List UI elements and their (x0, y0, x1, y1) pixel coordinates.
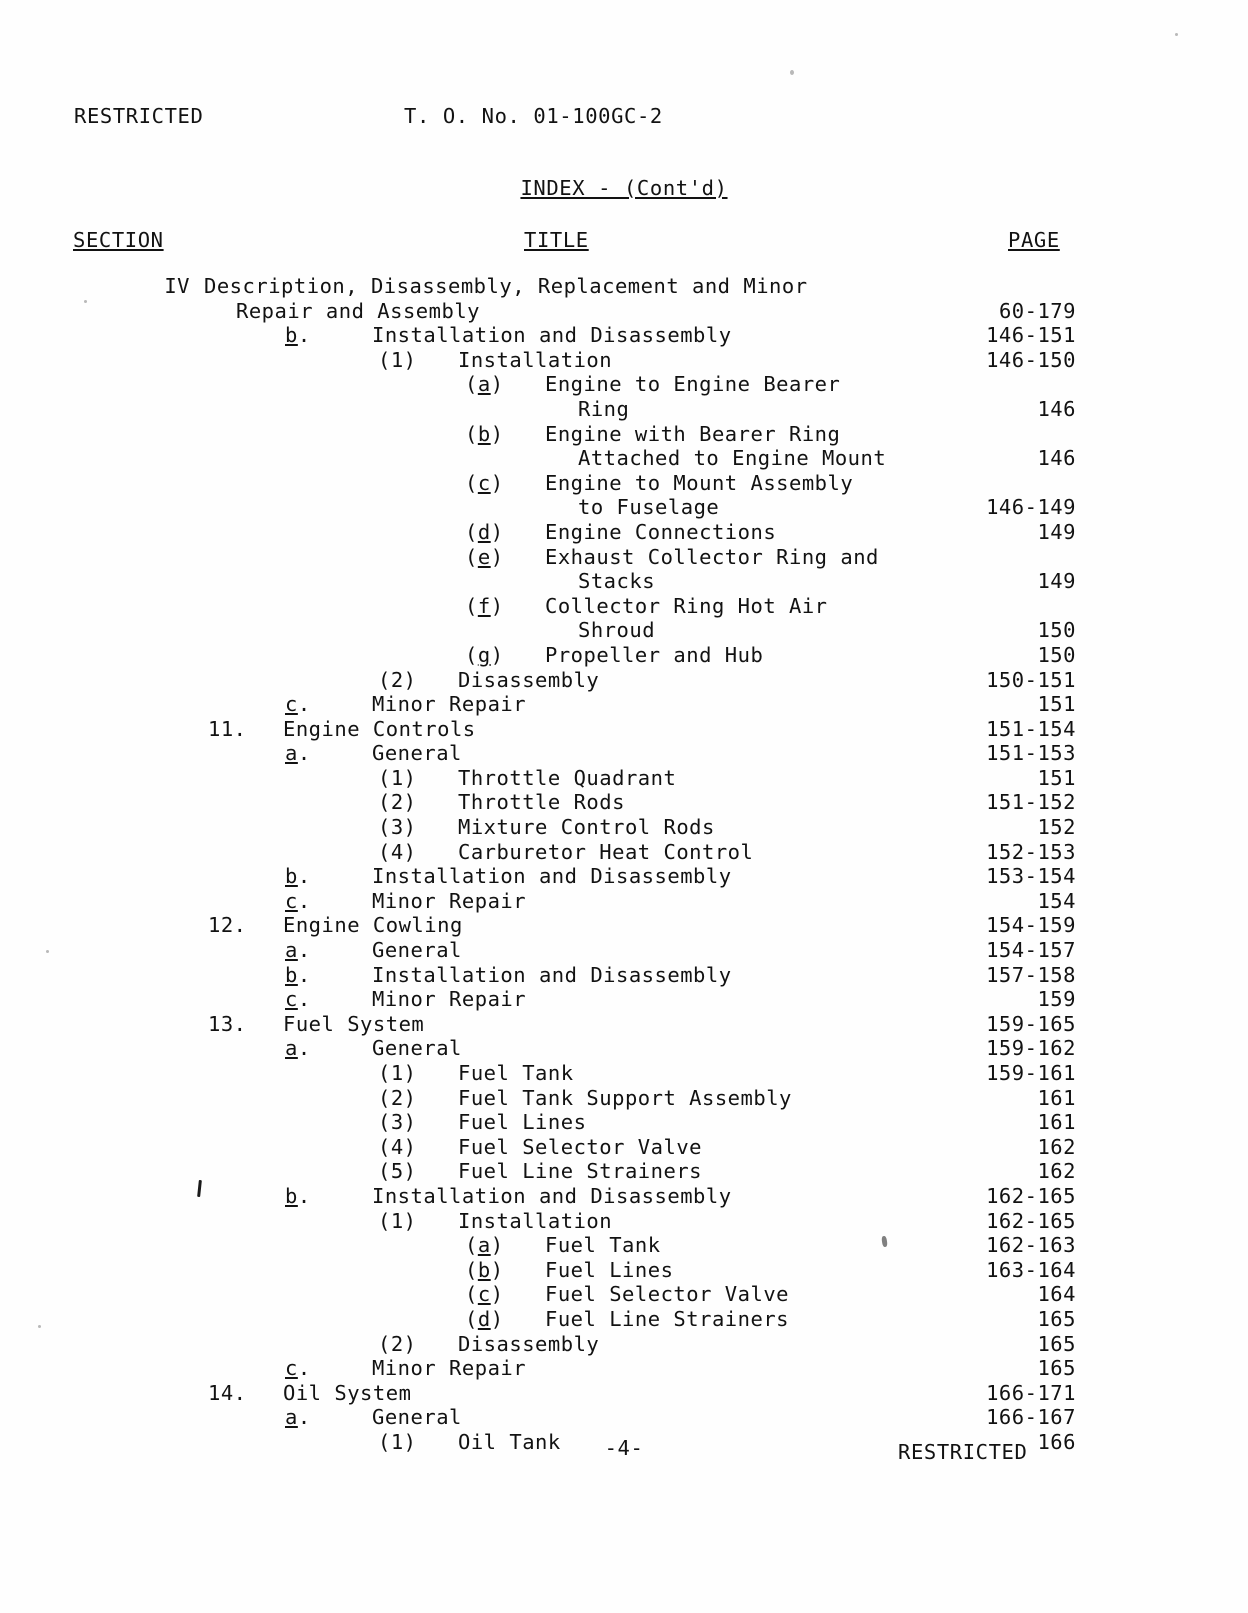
index-entry (0, 471, 1248, 496)
index-entry-title: Mixture Control Rods (458, 815, 715, 840)
header-classification: RESTRICTED (74, 104, 204, 128)
index-entry-page: 162-163 (986, 1233, 1076, 1258)
index-entry-page: 149 (1037, 519, 1076, 544)
index-entry-title: Fuel Tank (458, 1061, 574, 1085)
index-entry-title: Engine to Mount Assembly (545, 470, 854, 495)
index-title (0, 176, 1248, 200)
index-entry (0, 643, 1248, 668)
index-entry (0, 520, 1248, 545)
index-entry-title: Fuel Tank (545, 1233, 661, 1258)
index-entry-marker: (2) (378, 1085, 417, 1110)
index-entry-page: 146 (1037, 446, 1076, 471)
index-entry (0, 397, 1248, 422)
index-entry (0, 963, 1248, 988)
index-entry-page: 166-171 (986, 1380, 1076, 1405)
index-entry-page: 166-167 (986, 1405, 1076, 1430)
index-entry-list (0, 274, 1248, 1455)
index-entry (0, 1135, 1248, 1160)
index-entry-page: 159-165 (986, 1011, 1076, 1036)
index-entry-marker: (b) (465, 421, 504, 446)
index-entry-marker: (e) (465, 544, 504, 569)
index-entry-page: 146 (1037, 396, 1076, 421)
index-entry-title: Collector Ring Hot Air (545, 593, 828, 618)
index-entry-title: Fuel System (283, 1011, 425, 1036)
index-entry-marker: 12. (208, 913, 247, 938)
index-entry-title: Propeller and Hub (545, 642, 764, 667)
index-entry (0, 1405, 1248, 1430)
index-entry-title: Description, Disassembly, Replacement and Minor (204, 274, 808, 298)
index-entry-marker: (d) (465, 519, 504, 544)
index-entry-title: Oil Tank (458, 1429, 561, 1454)
index-entry-title: Fuel Lines (458, 1110, 587, 1135)
index-entry-page: 166 (1037, 1429, 1076, 1454)
index-entry-marker: (c) (465, 1282, 504, 1307)
index-entry-marker: (3) (378, 815, 417, 840)
index-entry (0, 889, 1248, 914)
index-entry-marker: a. (285, 1405, 311, 1430)
index-entry (0, 299, 1248, 324)
index-entry-marker: (4) (378, 1134, 417, 1159)
index-entry (0, 1258, 1248, 1283)
index-entry-page: 152 (1037, 815, 1076, 840)
index-entry (0, 446, 1248, 471)
index-entry (0, 1282, 1248, 1307)
index-entry-marker: (5) (378, 1159, 417, 1184)
scan-speckle (790, 70, 794, 75)
index-entry-title: Installation and Disassembly (372, 864, 732, 889)
index-entry (0, 1209, 1248, 1234)
index-entry-title: Throttle Rods (458, 790, 625, 815)
index-entry-marker: (d) (465, 1306, 504, 1331)
index-entry (0, 1307, 1248, 1332)
index-entry-title: Installation and Disassembly (372, 323, 732, 348)
index-entry-title: Engine to Engine Bearer (545, 372, 841, 397)
index-entry-page: 146-150 (986, 347, 1076, 372)
index-entry (0, 569, 1248, 594)
index-entry-title: Engine Cowling (283, 913, 463, 938)
index-entry-page: 162-165 (986, 1208, 1076, 1233)
index-entry (0, 1086, 1248, 1111)
index-entry-marker: a. (285, 1036, 311, 1061)
index-entry-title: General (372, 1405, 462, 1430)
index-entry-page: 157-158 (986, 962, 1076, 987)
index-entry-page: 165 (1037, 1356, 1076, 1381)
column-header-section: SECTION (73, 228, 164, 252)
index-entry (0, 1184, 1248, 1209)
index-entry-marker: (2) (378, 1331, 417, 1356)
index-entry-page: 146-149 (986, 495, 1076, 520)
index-entry-page: 159 (1037, 987, 1076, 1012)
index-entry-page: 159-162 (986, 1036, 1076, 1061)
index-entry (0, 840, 1248, 865)
index-entry (0, 864, 1248, 889)
index-entry-title: Fuel Tank Support Assembly (458, 1085, 792, 1110)
index-entry-page: 146-151 (986, 323, 1076, 348)
index-entry-marker: (2) (378, 790, 417, 815)
index-entry-title: Installation and Disassembly (372, 962, 732, 987)
index-entry-marker: (1) (378, 765, 417, 790)
index-entry-page: 163-164 (986, 1257, 1076, 1282)
scan-speckle (1175, 33, 1178, 36)
index-entry-marker: b. (285, 962, 311, 987)
index-entry-title: Disassembly (458, 667, 600, 692)
index-entry-marker: (2) (378, 667, 417, 692)
index-entry (0, 1356, 1248, 1381)
index-entry-title: Minor Repair (372, 987, 527, 1012)
index-entry-marker: b. (285, 323, 311, 348)
index-entry (0, 1332, 1248, 1357)
index-entry-page: 162-165 (986, 1183, 1076, 1208)
index-entry-title: Fuel Line Strainers (545, 1306, 789, 1331)
index-entry-title: Throttle Quadrant (458, 765, 677, 790)
index-entry-page: 165 (1037, 1306, 1076, 1331)
index-entry-page: 150 (1037, 642, 1076, 667)
index-entry-marker: c. (285, 1356, 311, 1381)
index-entry-marker: (a) (465, 372, 504, 397)
index-entry-page: 151 (1037, 692, 1076, 717)
index-entry-title: Minor Repair (372, 1356, 527, 1381)
index-entry (0, 1061, 1248, 1086)
index-entry-title: Fuel Lines (545, 1257, 674, 1282)
index-entry-title: Engine Controls (283, 716, 476, 741)
index-entry (0, 323, 1248, 348)
index-entry-title: Fuel Selector Valve (545, 1282, 789, 1307)
index-entry-page: 151-152 (986, 790, 1076, 815)
index-entry-title: Carburetor Heat Control (458, 839, 754, 864)
index-entry (0, 987, 1248, 1012)
index-entry-page: 154-159 (986, 913, 1076, 938)
index-entry-page: 164 (1037, 1282, 1076, 1307)
index-entry-marker: c. (285, 987, 311, 1012)
index-entry-title: Installation (458, 1208, 613, 1233)
index-entry-marker: (c) (465, 470, 504, 495)
index-entry-page: 154 (1037, 888, 1076, 913)
index-entry-title: Engine with Bearer Ring (545, 421, 841, 446)
index-entry-title: General (372, 938, 462, 963)
index-entry-title: Shroud (578, 618, 656, 643)
column-header-page: PAGE (1008, 228, 1248, 1613)
index-entry-section: IV (164, 274, 190, 298)
index-entry (0, 545, 1248, 570)
index-entry-marker: (4) (378, 839, 417, 864)
index-entry-marker: c. (285, 692, 311, 717)
index-entry-marker: c. (285, 888, 311, 913)
index-entry-marker: (a) (465, 1233, 504, 1258)
index-entry (0, 1381, 1248, 1406)
index-entry-marker: 11. (208, 716, 247, 741)
index-entry-title: Exhaust Collector Ring and (545, 544, 879, 569)
index-entry-marker: (1) (378, 1429, 417, 1454)
footer-page-number: -4- (604, 1436, 644, 1460)
index-entry (0, 668, 1248, 693)
index-entry (0, 422, 1248, 447)
index-entry-title: General (372, 1036, 462, 1061)
index-entry-title: Fuel Line Strainers (458, 1159, 702, 1184)
footer-classification: RESTRICTED (898, 1440, 1028, 1464)
index-entry-title: Oil System (283, 1380, 412, 1405)
index-entry-marker: (1) (378, 1208, 417, 1233)
index-entry-title: Minor Repair (372, 888, 527, 913)
index-entry-title: Attached to Engine Mount (578, 446, 887, 471)
index-entry-marker: (g) (465, 642, 504, 667)
index-entry-page: 60-179 (998, 298, 1076, 323)
index-entry (0, 692, 1248, 717)
index-title-text: INDEX - (Cont'd) (520, 176, 728, 200)
index-entry (0, 766, 1248, 791)
index-entry-page: 152-153 (986, 839, 1076, 864)
index-entry-page: 154-157 (986, 938, 1076, 963)
index-entry-title: Ring (578, 396, 630, 421)
index-entry-page: 149 (1037, 569, 1076, 594)
header-document-number: T. O. No. 01-100GC-2 (404, 104, 663, 128)
index-entry (0, 741, 1248, 766)
index-entry (0, 274, 1248, 299)
index-entry (0, 1012, 1248, 1037)
index-entry (0, 790, 1248, 815)
index-entry-title: Stacks (578, 569, 656, 594)
index-entry-marker: (1) (378, 347, 417, 372)
index-entry-page: 161 (1037, 1110, 1076, 1135)
index-entry-marker: b. (285, 864, 311, 889)
index-entry-page: 165 (1037, 1331, 1076, 1356)
index-entry-title: Fuel Selector Valve (458, 1134, 702, 1159)
index-entry-title: Minor Repair (372, 692, 527, 717)
index-entry-marker: (1) (378, 1061, 417, 1085)
index-entry-page: 162 (1037, 1134, 1076, 1159)
index-entry-title: to Fuselage (578, 495, 720, 520)
index-entry-page: 150 (1037, 618, 1076, 643)
index-entry-page: 162 (1037, 1159, 1076, 1184)
index-entry-page: 150-151 (986, 667, 1076, 692)
index-entry-marker: a. (285, 741, 311, 766)
index-entry-title: Repair and Assembly (236, 298, 480, 323)
index-entry (0, 1110, 1248, 1135)
index-entry (0, 913, 1248, 938)
index-entry-marker: a. (285, 938, 311, 963)
index-entry-marker: 14. (208, 1380, 247, 1405)
index-entry (0, 815, 1248, 840)
index-entry (0, 594, 1248, 619)
index-entry (0, 717, 1248, 742)
index-entry (0, 1233, 1248, 1258)
index-entry-page: 151 (1037, 765, 1076, 790)
index-entry-marker: b. (285, 1183, 311, 1208)
column-header-title: TITLE (524, 228, 589, 252)
index-entry-title: Engine Connections (545, 519, 777, 544)
index-entry (0, 618, 1248, 643)
index-entry-marker: (b) (465, 1257, 504, 1282)
index-entry-title: General (372, 741, 462, 766)
index-entry-marker: 13. (208, 1011, 247, 1036)
index-entry (0, 348, 1248, 373)
index-entry-page: 153-154 (986, 864, 1076, 889)
index-entry-marker: (f) (465, 593, 504, 618)
index-entry-page: 151-154 (986, 716, 1076, 741)
index-entry (0, 1036, 1248, 1061)
index-entry-page: 151-153 (986, 741, 1076, 766)
index-entry (0, 372, 1248, 397)
index-entry (0, 495, 1248, 520)
index-entry-title: Disassembly (458, 1331, 600, 1356)
index-entry-page: 161 (1037, 1085, 1076, 1110)
index-entry-title: Installation and Disassembly (372, 1183, 732, 1208)
index-entry-marker: (3) (378, 1110, 417, 1135)
index-entry (0, 938, 1248, 963)
index-entry-title: Installation (458, 347, 613, 372)
index-entry-page: 159-161 (986, 1061, 1076, 1085)
index-entry (0, 1159, 1248, 1184)
